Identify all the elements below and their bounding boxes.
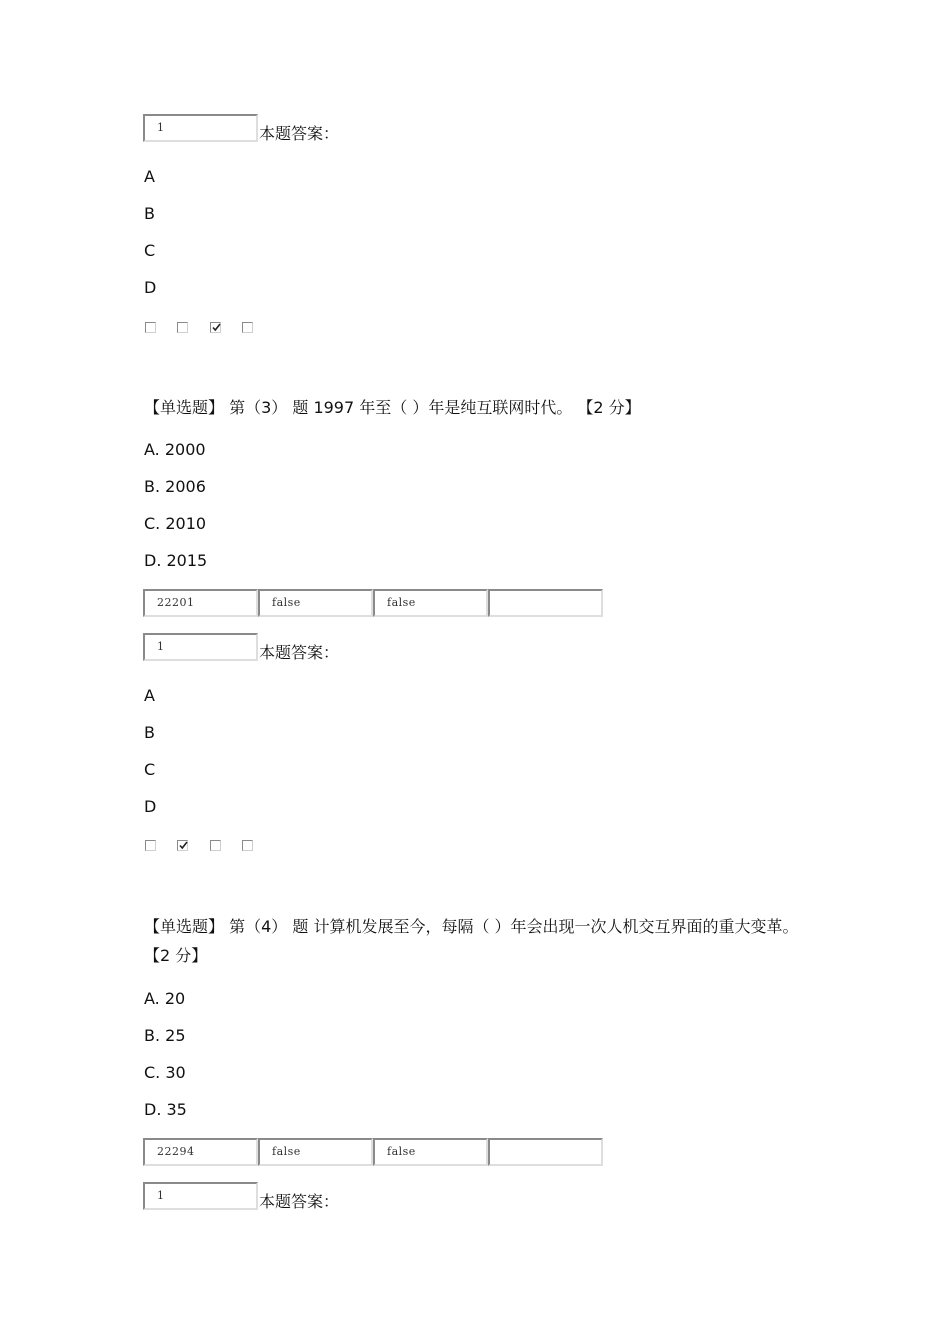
choice-letter-a: A: [144, 686, 155, 705]
option-b: B. 2006: [144, 477, 206, 496]
question-title: 【单选题】 第（3） 题 1997 年至（ ）年是纯互联网时代。 【2 分】: [144, 398, 641, 417]
option-c: C. 30: [144, 1063, 186, 1082]
answer-count-field[interactable]: 1: [143, 1182, 258, 1210]
empty-field[interactable]: [488, 589, 603, 617]
choice-letter-c: C: [144, 760, 156, 779]
checkmark-icon: [178, 840, 189, 851]
checkbox-d[interactable]: [242, 322, 253, 333]
flag-field[interactable]: false: [258, 1138, 373, 1166]
empty-field[interactable]: [488, 1138, 603, 1166]
checkbox-b[interactable]: [177, 322, 188, 333]
flag-field[interactable]: false: [373, 1138, 488, 1166]
choice-letter-a: A: [144, 167, 155, 186]
checkbox-a[interactable]: [145, 840, 156, 851]
option-a: A. 2000: [144, 440, 206, 459]
flag-field[interactable]: false: [258, 589, 373, 617]
option-c: C. 2010: [144, 514, 207, 533]
option-b: B. 25: [144, 1026, 186, 1045]
choice-letter-d: D: [144, 797, 157, 816]
answer-count-field[interactable]: 1: [143, 114, 258, 142]
checkbox-b[interactable]: [177, 840, 188, 851]
option-a: A. 20: [144, 989, 186, 1008]
choice-letter-d: D: [144, 278, 157, 297]
question-id-field[interactable]: 22201: [143, 589, 258, 617]
checkbox-d[interactable]: [242, 840, 253, 851]
option-d: D. 35: [144, 1100, 187, 1119]
choice-letter-b: B: [144, 723, 155, 742]
answer-label: 本题答案：: [259, 1192, 340, 1211]
answer-label: 本题答案：: [259, 124, 340, 143]
question-title: 【单选题】 第（4） 题 计算机发展至今，每隔（ ）年会出现一次人机交互界面的重大变革。 【2 分】: [144, 917, 799, 965]
checkbox-a[interactable]: [145, 322, 156, 333]
answer-label: 本题答案：: [259, 643, 340, 662]
flag-field[interactable]: false: [373, 589, 488, 617]
answer-count-field[interactable]: 1: [143, 633, 258, 661]
checkbox-c[interactable]: [210, 840, 221, 851]
choice-letter-b: B: [144, 204, 155, 223]
option-d: D. 2015: [144, 551, 208, 570]
question-id-field[interactable]: 22294: [143, 1138, 258, 1166]
checkbox-c[interactable]: [210, 322, 221, 333]
choice-letter-c: C: [144, 241, 156, 260]
checkmark-icon: [211, 322, 222, 333]
